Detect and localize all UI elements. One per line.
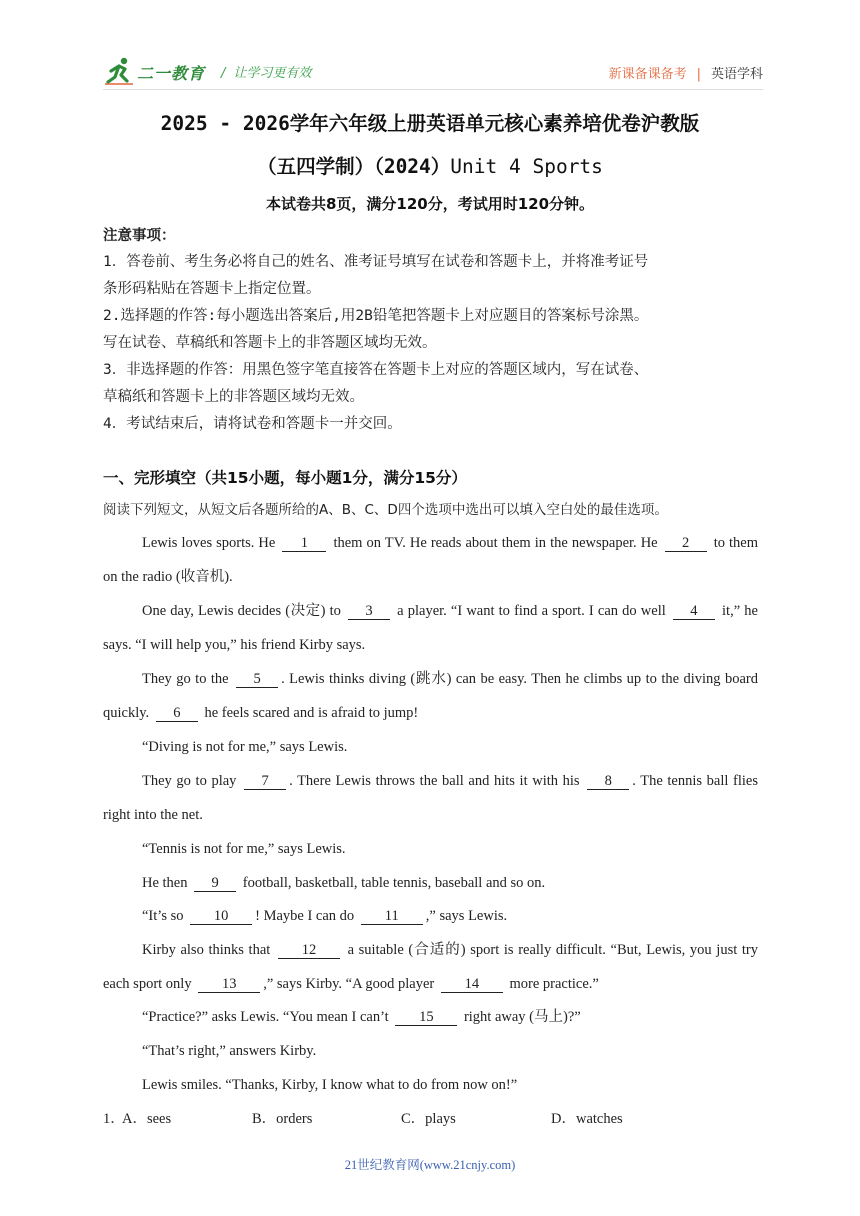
slogan-text: 让学习更有效 <box>233 66 312 81</box>
passage-paragraph: Lewis smiles. “Thanks, Kirby, I know what to do from now on!” <box>142 1077 518 1093</box>
notice-line: 草稿纸和答题卡上的非答题区域均无效。 <box>103 389 364 405</box>
blank-14: 14 <box>441 976 503 993</box>
page-title-line2 <box>0 151 860 179</box>
brand-label: 新课备课备考 <box>608 67 687 82</box>
option-c[interactable]: C．plays <box>401 1111 456 1127</box>
notice-line: 写在试卷、草稿纸和答题卡上的非答题区域均无效。 <box>103 335 437 351</box>
section-instruction: 阅读下列短文，从短文后各题所给的A、B、C、D四个选项中选出可以填入空白处的最佳选项。 <box>103 502 668 518</box>
page-footer: 21世纪教育网(www.21cnjy.com) <box>344 1158 516 1172</box>
page-title: 2025 - 2026学年六年级上册英语单元核心素养培优卷沪教版 <box>160 112 700 135</box>
blank-3: 3 <box>348 603 390 620</box>
blank-13: 13 <box>198 976 260 993</box>
blank-4: 4 <box>673 603 715 620</box>
passage-paragraph: “Practice?” asks Lewis. “You mean I can’t 15 right away (马上)?” <box>142 1009 581 1025</box>
option-d[interactable]: D．watches <box>551 1111 623 1127</box>
blank-12: 12 <box>278 942 340 959</box>
passage-paragraph: “That’s right,” answers Kirby. <box>142 1043 317 1059</box>
title-unit: Unit 4 Sports <box>450 155 603 178</box>
title-edition: （五四学制）（2024） <box>257 155 451 178</box>
header-divider <box>103 89 763 90</box>
question-number: 1． <box>103 1111 125 1127</box>
subject-label: 英语学科 <box>710 67 763 82</box>
logo <box>103 55 213 89</box>
notice-line: 1．答卷前、考生务必将自己的姓名、准考证号填写在试卷和答题卡上，并将准考证号 <box>103 254 649 270</box>
blank-7: 7 <box>244 773 286 790</box>
notice-line: 条形码粘贴在答题卡上指定位置。 <box>103 281 321 297</box>
blank-1: 1 <box>282 535 326 552</box>
passage-paragraph: Lewis loves sports. He 1 them on TV. He reads about them in the newspaper. He 2 to them on the radio (收音机). <box>103 535 759 585</box>
passage-paragraph: One day, Lewis decides (决定) to 3 a player. “I want to find a sport. I can do well 4 it,” he says. “I will help you,” his friend Kirby says. <box>103 603 758 653</box>
passage-paragraph: “Tennis is not for me,” says Lewis. <box>142 841 346 857</box>
page-header <box>103 55 763 89</box>
blank-9: 9 <box>194 875 236 892</box>
passage-paragraph: They go to the 5 . Lewis thinks diving (跳水) can be easy. Then he climbs up to the diving board quickly. 6 he feels scared and is afraid to jump! <box>103 671 759 721</box>
passage-paragraph: They go to play 7 . There Lewis throws the ball and hits it with his 8 . The tennis ball flies right into the net. <box>103 773 759 823</box>
blank-15: 15 <box>395 1009 457 1026</box>
blank-10: 10 <box>190 908 252 925</box>
blank-11: 11 <box>361 908 423 925</box>
blank-8: 8 <box>587 773 629 790</box>
passage-paragraph: “It’s so 10 ! Maybe I can do 11 ,” says Lewis. <box>142 908 508 924</box>
passage-paragraph: “Diving is not for me,” says Lewis. <box>142 739 348 755</box>
blank-5: 5 <box>236 671 278 688</box>
logo-text: 二一教育 <box>137 64 206 83</box>
notice-line: 2.选择题的作答:每小题选出答案后,用2B铅笔把答题卡上对应题目的答案标号涂黑。 <box>103 308 649 324</box>
notice-line: 3．非选择题的作答：用黑色签字笔直接答在答题卡上对应的答题区域内，写在试卷、 <box>103 362 649 378</box>
header-right <box>609 63 763 82</box>
notice-line: 4．考试结束后，请将试卷和答题卡一并交回。 <box>103 416 402 432</box>
blank-2: 2 <box>665 535 707 552</box>
header-separator: | <box>696 67 701 82</box>
section-heading: 一、完形填空（共15小题，每小题1分，满分15分） <box>103 469 467 487</box>
passage-paragraph: Kirby also thinks that 12 a suitable (合适的) sport is really difficult. “But, Lewis, you just try each sport only 13 ,” says Kirby. “A good player 14 more practice.” <box>103 942 758 992</box>
passage-paragraph: He then 9 football, basketball, table tennis, baseball and so on. <box>142 875 546 891</box>
runner-logo-icon <box>105 57 135 85</box>
option-a[interactable]: A．sees <box>122 1111 172 1127</box>
option-b[interactable]: B．orders <box>252 1111 313 1127</box>
exam-info: 本试卷共8页，满分120分，考试用时120分钟。 <box>265 195 595 213</box>
slogan: / 让学习更有效 <box>221 66 312 81</box>
notice-heading: 注意事项： <box>103 228 176 244</box>
blank-6: 6 <box>156 705 198 722</box>
